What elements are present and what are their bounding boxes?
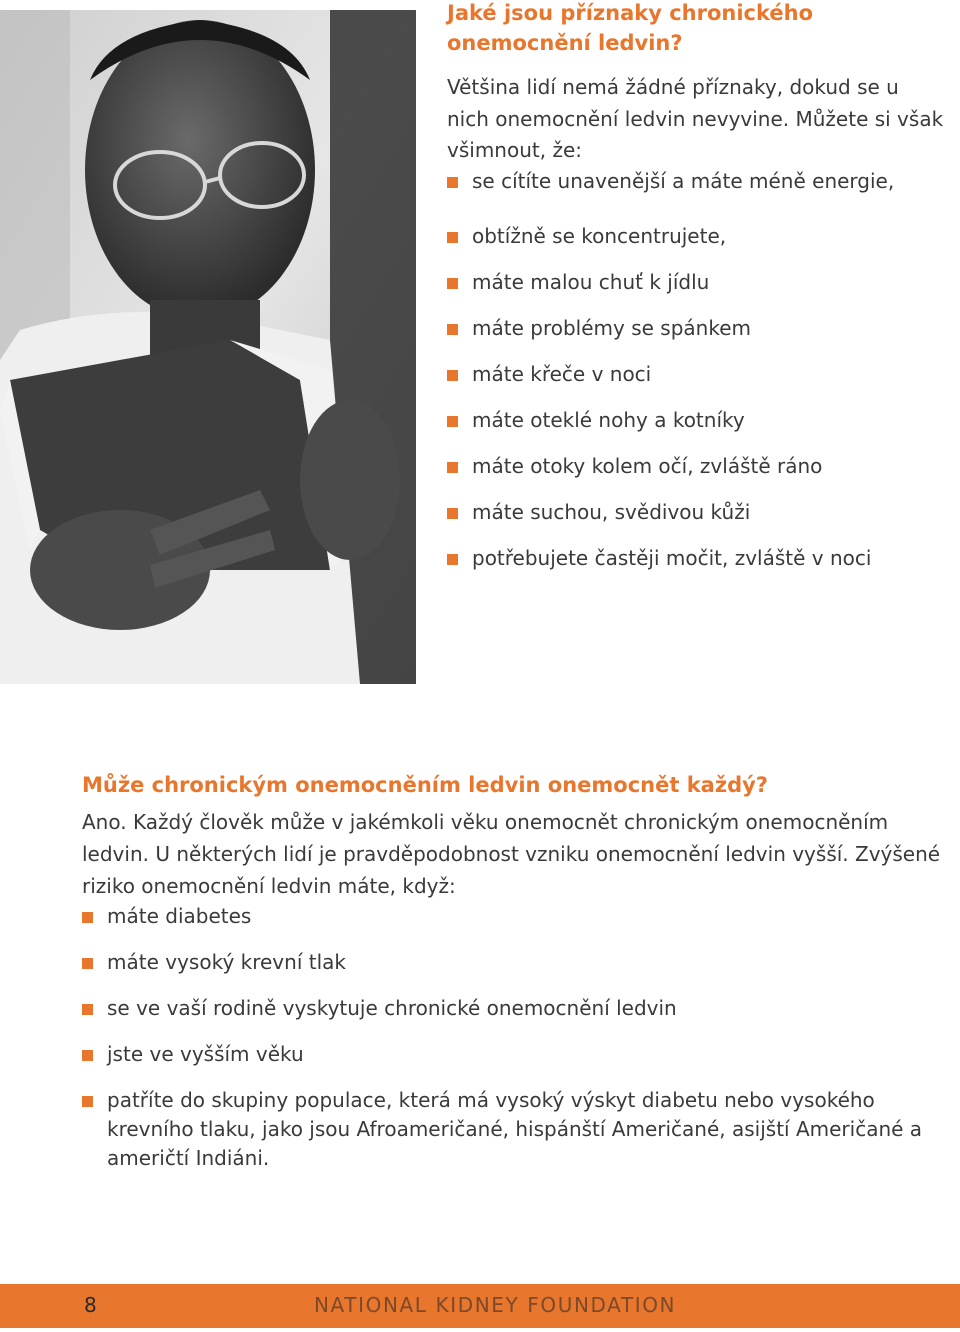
list-item: máte otoky kolem očí, zvláště ráno	[447, 452, 947, 481]
risk-paragraph: Ano. Každý člověk může v jakémkoli věku onemocnět chronickým onemocněním ledvin. U některých lidí je pravděpodobnost vzniku onemocnění ledvin vyšší. Zvýšené riziko onemocnění ledvin máte, když:	[82, 810, 941, 898]
footer-title: NATIONAL KIDNEY FOUNDATION	[314, 1293, 677, 1317]
symptoms-list	[447, 167, 947, 573]
page-number: 8	[84, 1293, 97, 1317]
list-item: máte diabetes	[82, 902, 942, 931]
risk-section	[82, 770, 942, 1190]
symptoms-intro: Většina lidí nemá žádné příznaky, dokud se u nich onemocnění ledvin nevyvine. Můžete si však všimnout, že:	[447, 75, 944, 162]
list-item: patříte do skupiny populace, která má vysoký výskyt diabetu nebo vysokého krevního tlaku, jako jsou Afroameričané, hispánští Američané, asijští Američané a američtí Indiáni.	[82, 1086, 942, 1173]
list-item: máte vysoký krevní tlak	[82, 948, 942, 977]
symptoms-column	[447, 0, 947, 590]
man-reading-book-photo	[0, 10, 416, 684]
list-item: máte křeče v noci	[447, 360, 947, 389]
symptoms-heading: Jaké jsou příznaky chronického onemocnění ledvin?	[447, 1, 814, 55]
list-item: obtížně se koncentrujete,	[447, 222, 947, 251]
list-item: potřebujete častěji močit, zvláště v noci	[447, 544, 947, 573]
list-item: se ve vaší rodině vyskytuje chronické onemocnění ledvin	[82, 994, 942, 1023]
list-item: máte problémy se spánkem	[447, 314, 947, 343]
list-item: máte suchou, svědivou kůži	[447, 498, 947, 527]
footer-bar	[0, 1284, 960, 1328]
risk-heading: Může chronickým onemocněním ledvin onemocnět každý?	[82, 773, 768, 797]
list-item: máte malou chuť k jídlu	[447, 268, 947, 297]
risk-list	[82, 902, 942, 1173]
list-item: máte oteklé nohy a kotníky	[447, 406, 947, 435]
list-item: se cítíte unavenější a máte méně energie,	[447, 167, 947, 196]
list-item: jste ve vyšším věku	[82, 1040, 942, 1069]
